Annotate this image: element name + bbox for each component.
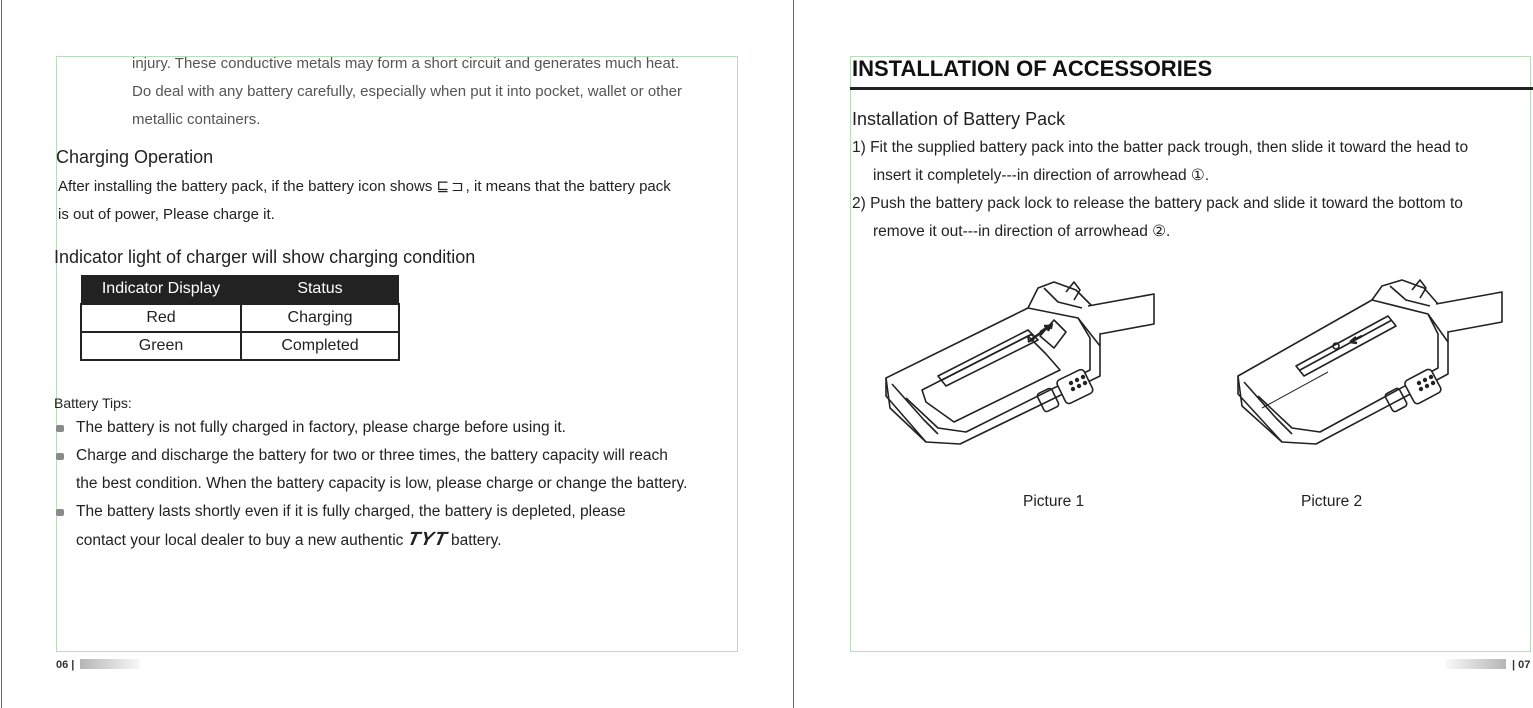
tip-3-text-before: contact your local dealer to buy a new authentic xyxy=(76,532,404,549)
tips-heading: Battery Tips: xyxy=(54,395,132,411)
radio-illustration-1 xyxy=(878,278,1160,450)
left-edge-line xyxy=(1,0,2,708)
page-number-left: 06 | xyxy=(56,659,75,671)
footer-gradient-right xyxy=(1446,659,1506,669)
charging-text-after: , it means that the battery pack xyxy=(465,178,671,195)
picture-2-caption: Picture 2 xyxy=(1301,493,1363,510)
indicator-table xyxy=(80,275,400,361)
footer-gradient-left xyxy=(80,659,140,669)
bullet-icon xyxy=(56,453,64,460)
intro-line-1: injury. These conductive metals may form a short circuit and generates much heat. xyxy=(132,55,680,72)
charging-text-before: After installing the battery pack, if the battery icon shows xyxy=(58,178,433,195)
page-divider-line xyxy=(793,0,794,708)
indicator-heading: Indicator light of charger will show charging condition xyxy=(54,247,476,267)
charging-paragraph-line-2: is out of power, Please charge it. xyxy=(58,206,275,223)
step-1-line-1: 1) Fit the supplied battery pack into the batter pack trough, then slide it toward the head to xyxy=(852,139,1469,156)
table-row xyxy=(81,304,399,332)
tip-2-line-2: the best condition. When the battery capacity is low, please charge or change the battery. xyxy=(76,475,688,492)
tip-1-line-1: The battery is not fully charged in factory, please charge before using it. xyxy=(76,419,566,436)
table-cell: Completed xyxy=(241,332,399,360)
intro-line-2: Do deal with any battery carefully, especially when put it into pocket, wallet or other xyxy=(132,83,683,100)
table-cell: Green xyxy=(81,332,241,360)
tip-2-line-1: Charge and discharge the battery for two or three times, the battery capacity will reach xyxy=(76,447,668,464)
step-2-line-2: remove it out---in direction of arrowhead ②. xyxy=(873,223,1171,240)
subheading: Installation of Battery Pack xyxy=(852,109,1066,129)
radio-illustration-2 xyxy=(1232,278,1514,450)
step-1-line-2: insert it completely---in direction of arrowhead ①. xyxy=(873,167,1210,184)
section-title: INSTALLATION OF ACCESSORIES xyxy=(852,56,1213,81)
table-header-status: Status xyxy=(241,275,399,304)
step-2-line-1: 2) Push the battery pack lock to release the battery pack and slide it toward the bottom to xyxy=(852,195,1463,212)
table-cell: Charging xyxy=(241,304,399,332)
tip-3-line-2 xyxy=(76,530,502,551)
picture-1-caption: Picture 1 xyxy=(1023,493,1085,510)
title-underline xyxy=(850,87,1533,90)
table-row xyxy=(81,332,399,360)
battery-icon: ⊑⊐ xyxy=(436,178,466,195)
tyt-logo: TYT xyxy=(405,529,449,550)
table-cell: Red xyxy=(81,304,241,332)
charging-heading: Charging Operation xyxy=(56,147,214,167)
intro-line-3: metallic containers. xyxy=(132,111,261,128)
tip-3-line-1: The battery lasts shortly even if it is fully charged, the battery is depleted, please xyxy=(76,503,626,520)
tip-3-text-after: battery. xyxy=(450,532,502,549)
table-header-row xyxy=(81,275,399,304)
table-header-indicator: Indicator Display xyxy=(81,275,241,304)
bullet-icon xyxy=(56,509,64,516)
bullet-icon xyxy=(56,425,64,432)
charging-paragraph-line-1 xyxy=(58,177,671,197)
page-number-right: | 07 xyxy=(1512,659,1531,671)
